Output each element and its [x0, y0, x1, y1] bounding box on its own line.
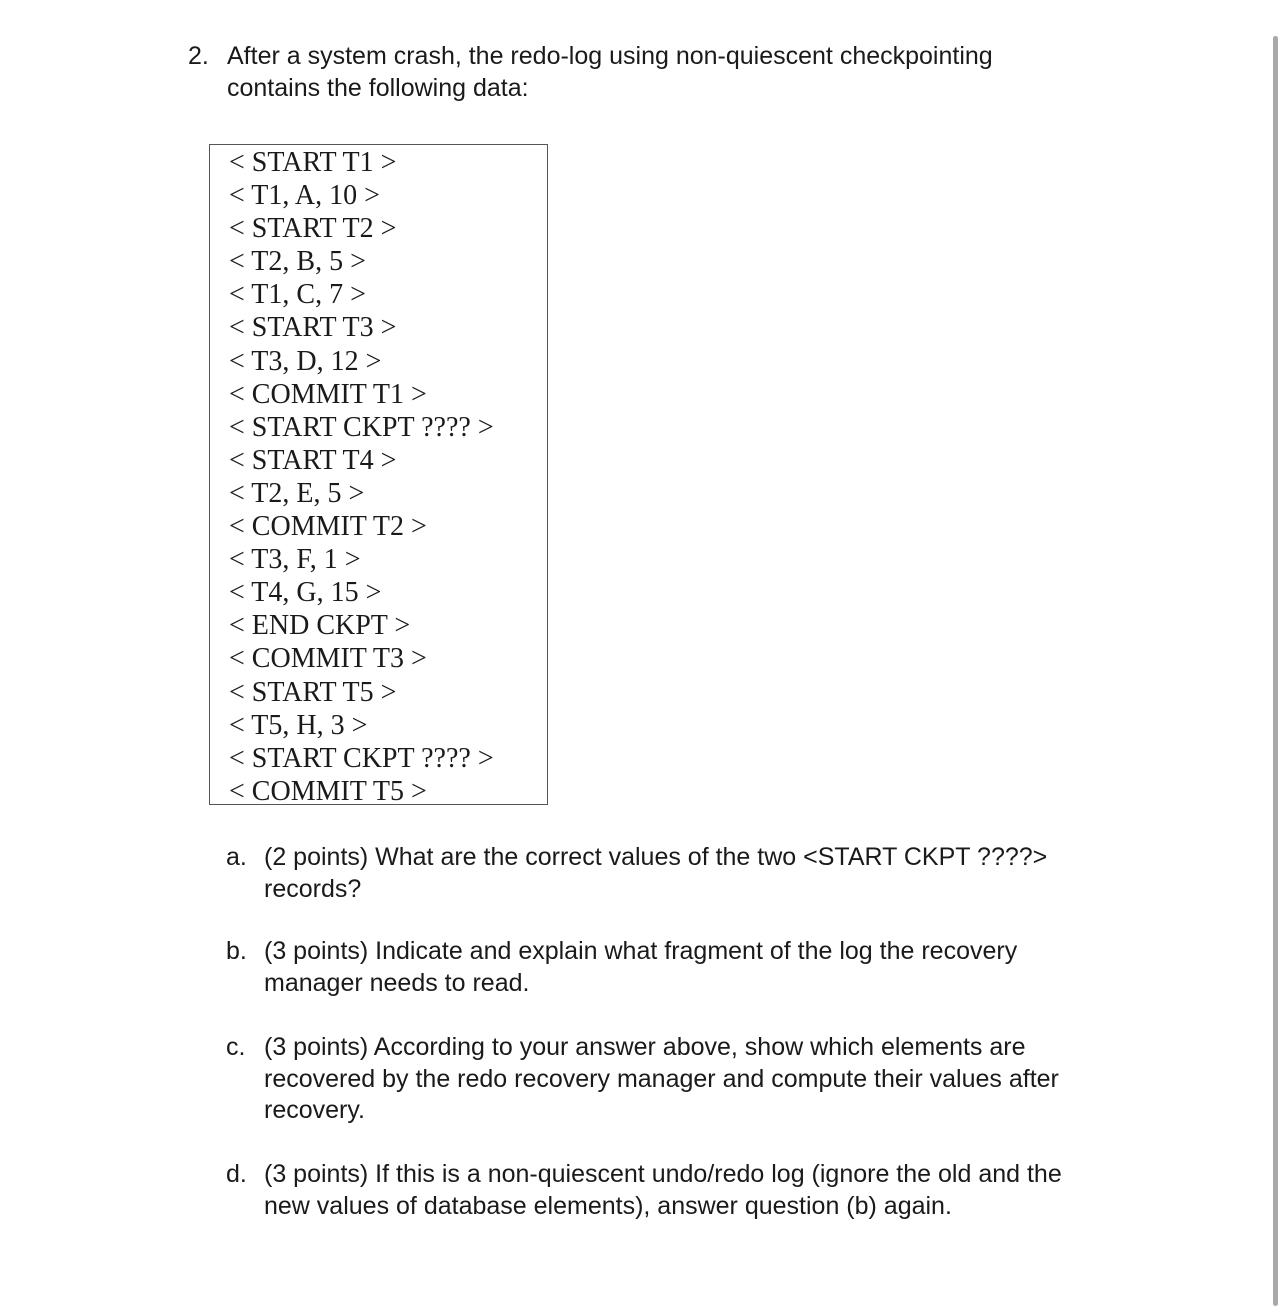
- log-record: < START CKPT ???? >: [229, 411, 494, 443]
- log-record: < COMMIT T1 >: [229, 378, 427, 410]
- log-record: < T3, D, 12 >: [229, 345, 382, 377]
- log-record: < COMMIT T3 >: [229, 643, 427, 675]
- subquestion-text: (3 points) If this is a non-quiescent undo/redo log (ignore the old and the new values of database elements), answer question (b) again.: [264, 1160, 1062, 1220]
- log-record: < START CKPT ???? >: [229, 742, 494, 774]
- log-record: < START T5 >: [229, 676, 397, 708]
- subquestion-letter: b.: [226, 937, 247, 965]
- log-record: < COMMIT T5 >: [229, 775, 427, 807]
- log-record: < END CKPT >: [229, 610, 411, 642]
- subquestion-text: (3 points) According to your answer above, show which elements are recovered by the redo recovery manager and compute their values after recovery.: [264, 1033, 1059, 1124]
- subquestion-letter: a.: [226, 843, 247, 871]
- log-record: < START T4 >: [229, 444, 397, 476]
- vertical-scrollbar[interactable]: [1273, 36, 1278, 1306]
- log-record: < T4, G, 15 >: [229, 577, 382, 609]
- log-record: < START T2 >: [229, 213, 397, 245]
- subquestion-letter: d.: [226, 1160, 247, 1188]
- log-record: < START T1 >: [229, 147, 397, 178]
- log-record: < T3, F, 1 >: [229, 544, 361, 576]
- log-record: < COMMIT T2 >: [229, 511, 427, 543]
- log-record: < START T3 >: [229, 312, 397, 344]
- log-record: < T1, A, 10 >: [229, 180, 380, 212]
- subquestion-text: (3 points) Indicate and explain what fragment of the log the recovery manager needs to read.: [264, 937, 1018, 997]
- log-record: < T2, E, 5 >: [229, 477, 365, 509]
- scrollbar-thumb[interactable]: [1273, 36, 1278, 1306]
- log-record: < T1, C, 7 >: [229, 279, 366, 311]
- subquestion-text: (2 points) What are the correct values of the two <START CKPT ????> records?: [264, 843, 1048, 903]
- question-number: 2.: [188, 42, 209, 70]
- subquestion-letter: c.: [226, 1033, 246, 1061]
- redo-log-box: [209, 144, 548, 805]
- log-record: < T2, B, 5 >: [229, 246, 366, 278]
- question-text: After a system crash, the redo-log using non-quiescent checkpointing contains the following data:: [227, 42, 993, 102]
- log-record: < T5, H, 3 >: [229, 709, 368, 741]
